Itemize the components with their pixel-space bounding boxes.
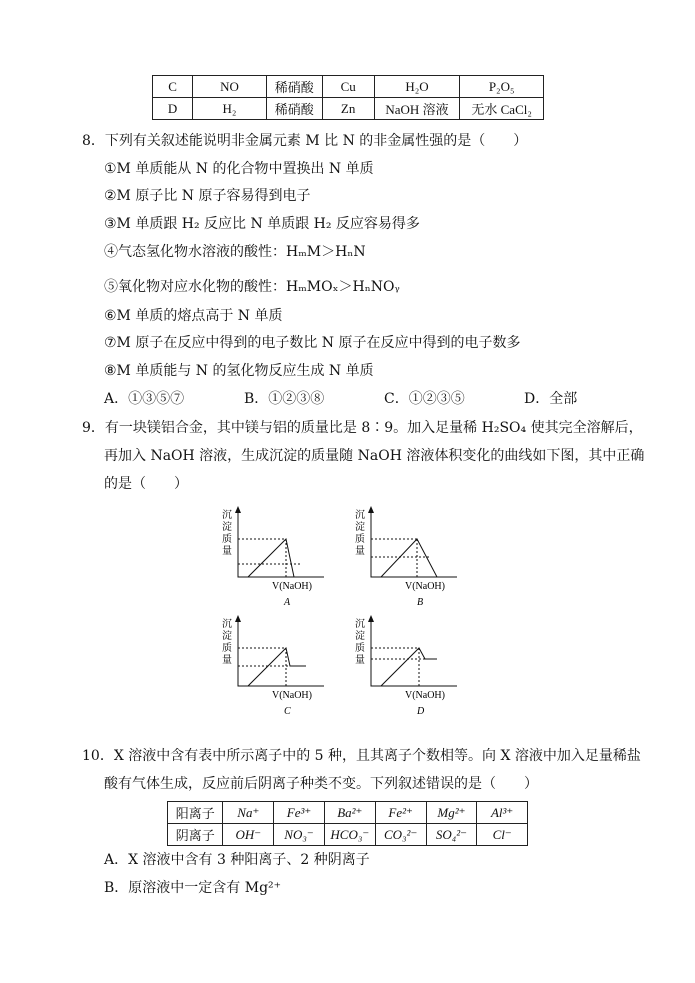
table-cell: H₂O: [374, 76, 460, 98]
graph-letter: D: [417, 706, 425, 717]
question-8-item: ⑥M 单质的熔点高于 N 单质: [104, 308, 283, 324]
graph-y-label: [355, 618, 365, 666]
table-cell: Na⁺: [223, 802, 274, 824]
y-label-char: 量: [222, 655, 232, 666]
graph-x-label: V(NaOH): [405, 581, 445, 592]
question-10-line: 10．X 溶液中含有表中所示离子中的 5 种，且其离子个数相等。向 X 溶液中加入足量稀盐: [82, 748, 641, 764]
question-9-line: 再加入 NaOH 溶液，生成沉淀的质量随 NaOH 溶液体积变化的曲线如下图，其中正确: [104, 448, 645, 464]
question-8-option-a: A．①③⑤⑦: [104, 391, 185, 407]
question-9-line: 的是（ ）: [104, 476, 188, 492]
y-label-char: 沉: [222, 619, 232, 630]
graph-letter: B: [417, 597, 424, 608]
question-8-item: ③M 单质跟 H₂ 反应比 N 单质跟 H₂ 反应容易得多: [104, 216, 420, 232]
question-8-option-c: C．①②③⑤: [384, 391, 465, 407]
table-row: [168, 802, 528, 824]
table-cell: Zn: [322, 98, 374, 120]
y-label-char: 沉: [355, 510, 365, 521]
table-cell: SO₄²⁻: [426, 824, 477, 846]
y-axis-arrow: [235, 506, 241, 513]
table-row: [168, 824, 528, 846]
y-label-char: 淀: [355, 522, 365, 533]
question-8-option-b: B．①②③⑧: [244, 391, 325, 407]
y-label-char: 量: [355, 546, 365, 557]
table-header-cell: 阳离子: [168, 802, 223, 824]
y-label-char: 量: [355, 655, 365, 666]
graph-y-label: [222, 618, 232, 666]
graph-y-label: [222, 509, 232, 557]
question-8-option-d: D．全部: [524, 391, 578, 407]
question-8-item: ⑧M 单质能与 N 的氢化物反应生成 N 单质: [104, 363, 374, 379]
table-row: [153, 76, 544, 98]
y-label-char: 淀: [222, 522, 232, 533]
table-cell: NO: [193, 76, 267, 98]
question-10-option-a: A．X 溶液中含有 3 种阳离子、2 种阴离子: [104, 852, 370, 868]
y-axis-arrow: [235, 615, 241, 622]
question-8-item: ①M 单质能从 N 的化合物中置换出 N 单质: [104, 161, 374, 177]
table-cell: P₂O₅: [460, 76, 544, 98]
table-cell: D: [153, 98, 193, 120]
precipitate-curve: [248, 539, 294, 577]
table-cell: Al³⁺: [477, 802, 528, 824]
graph-letter: A: [284, 597, 291, 608]
table-cell: Fe²⁺: [375, 802, 426, 824]
table-cell: CO₃²⁻: [375, 824, 426, 846]
table-cell: Ba²⁺: [324, 802, 375, 824]
question-8-item: ②M 原子比 N 原子容易得到电子: [104, 188, 311, 204]
graph-a: [212, 503, 332, 613]
question-8-item: ⑦M 原子在反应中得到的电子数比 N 原子在反应中得到的电子数多: [104, 335, 521, 351]
y-label-char: 淀: [222, 631, 232, 642]
table-cell: Cl⁻: [477, 824, 528, 846]
graph-c: [212, 612, 332, 722]
y-label-char: 量: [222, 546, 232, 557]
question-8-stem: 8．下列有关叙述能说明非金属元素 M 比 N 的非金属性强的是（ ）: [82, 133, 528, 149]
table-cell: Fe³⁺: [274, 802, 325, 824]
question-9-line: 9．有一块镁铝合金，其中镁与铝的质量比是 8∶9。加入足量稀 H₂SO₄ 使其完全溶解后，: [82, 420, 643, 436]
graph-x-label: V(NaOH): [405, 690, 445, 701]
question-8-item: ⑤氧化物对应水化物的酸性：HₘMOₓ＞HₙNOᵧ: [104, 279, 400, 295]
question-10-line: 酸有气体生成，反应前后阴离子种类不变。下列叙述错误的是（ ）: [104, 776, 538, 792]
table-cell: NO₃⁻: [274, 824, 325, 846]
table-header-cell: 阴离子: [168, 824, 223, 846]
table-cell: Mg²⁺: [426, 802, 477, 824]
table-cell: C: [153, 76, 193, 98]
y-label-char: 质: [355, 534, 365, 545]
y-axis-arrow: [368, 615, 374, 622]
table-cell: 无水 CaCl₂: [460, 98, 544, 120]
graph-d: [345, 612, 465, 722]
precipitate-curve: [248, 648, 306, 686]
graph-letter: C: [284, 706, 291, 717]
question-10-option-b: B．原溶液中一定含有 Mg²⁺: [104, 880, 282, 896]
top-table: [152, 75, 544, 120]
table-row: [153, 98, 544, 120]
y-label-char: 质: [222, 534, 232, 545]
y-label-char: 质: [222, 643, 232, 654]
table-cell: OH⁻: [223, 824, 274, 846]
graph-y-label: [355, 509, 365, 557]
graph-axes: [371, 511, 457, 577]
y-axis-arrow: [368, 506, 374, 513]
graph-b: [345, 503, 465, 613]
graph-x-label: V(NaOH): [272, 690, 312, 701]
table-cell: NaOH 溶液: [374, 98, 460, 120]
graph-x-label: V(NaOH): [272, 581, 312, 592]
y-label-char: 沉: [222, 510, 232, 521]
table-cell: 稀硝酸: [266, 76, 322, 98]
table-cell: H₂: [193, 98, 267, 120]
table-cell: Cu: [322, 76, 374, 98]
question-8-item: ④气态氢化物水溶液的酸性：HₘM＞HₙN: [104, 244, 366, 260]
precipitate-curve: [381, 648, 435, 686]
y-label-char: 沉: [355, 619, 365, 630]
table-cell: 稀硝酸: [266, 98, 322, 120]
table-cell: HCO₃⁻: [324, 824, 375, 846]
y-label-char: 质: [355, 643, 365, 654]
precipitate-curve: [381, 539, 437, 577]
ion-table: [167, 801, 528, 846]
y-label-char: 淀: [355, 631, 365, 642]
